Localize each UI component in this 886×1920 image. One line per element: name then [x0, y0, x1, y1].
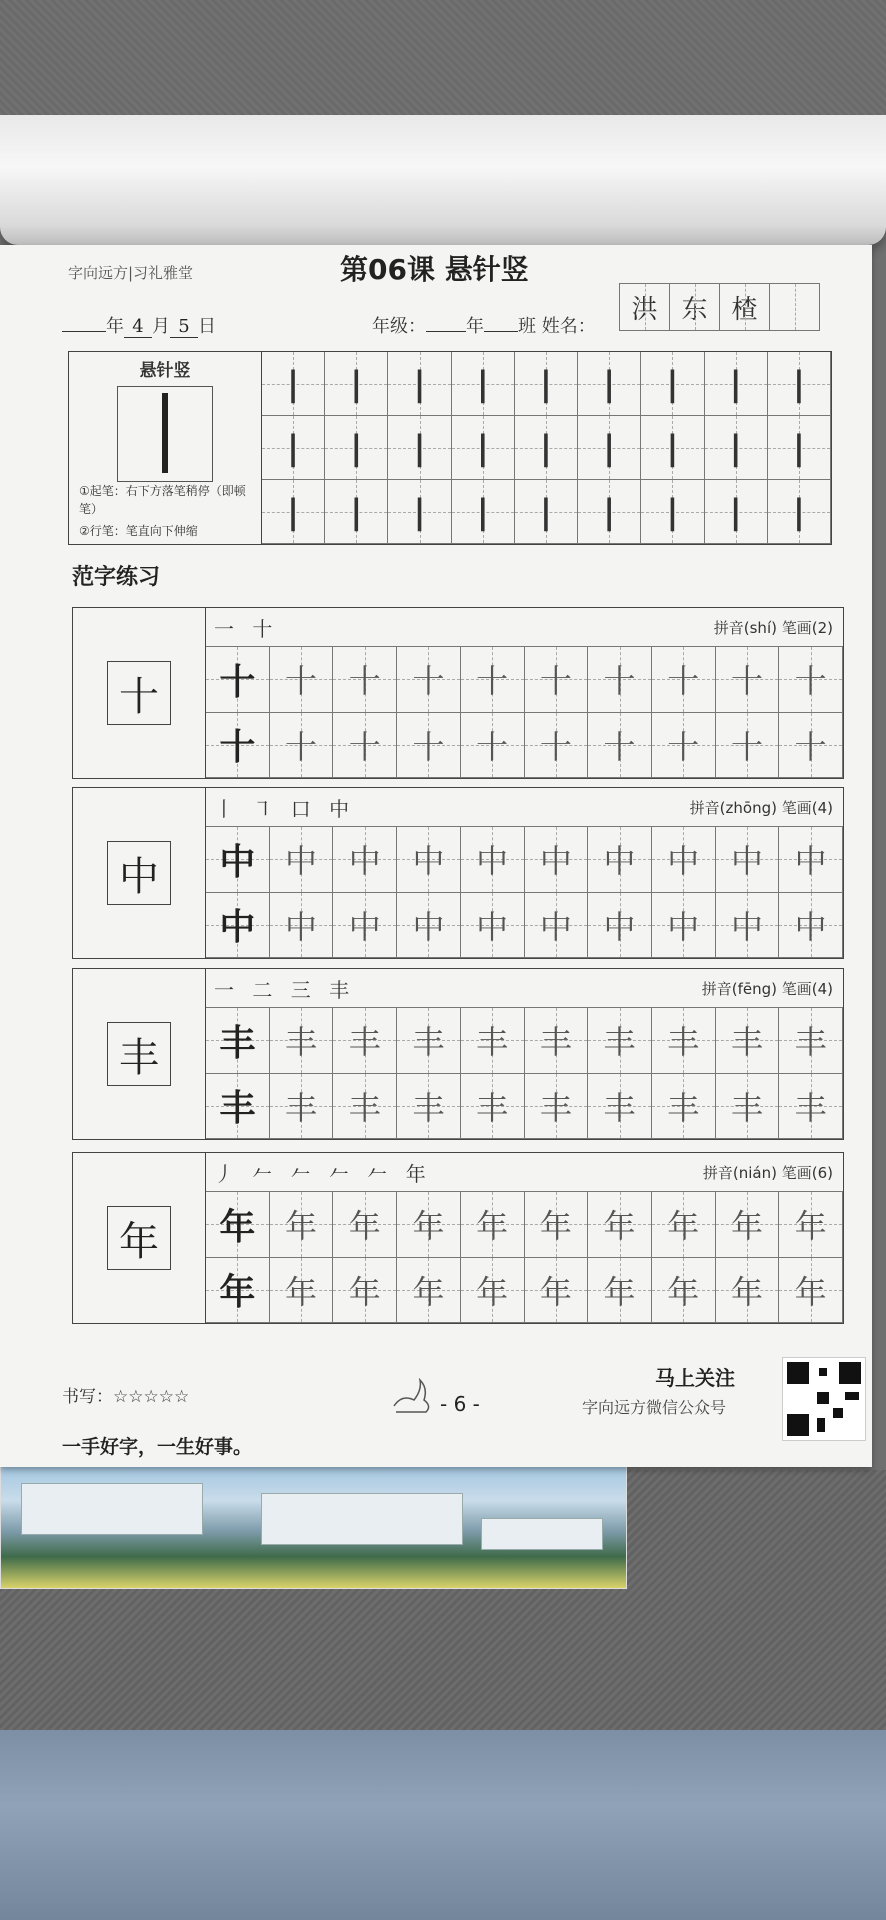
pinyin: 拼音(zhōng)	[689, 798, 777, 817]
blue-cloth	[0, 1730, 886, 1920]
practice-cell: 中	[779, 893, 843, 959]
practice-cell: 年	[716, 1192, 780, 1258]
practice-cell: 中	[652, 893, 716, 959]
practice-cell: 十	[206, 647, 270, 713]
practice-cell: 十	[588, 713, 652, 779]
section-label: 范字练习	[72, 565, 161, 590]
practice-cell: 年	[270, 1258, 334, 1324]
practice-cell: 丰	[716, 1074, 780, 1140]
stroke-cell: |	[452, 416, 515, 480]
stroke-cell: |	[578, 480, 641, 544]
date-year	[62, 331, 106, 332]
stroke-cell: |	[578, 416, 641, 480]
stroke-cell: |	[262, 416, 325, 480]
practice-cell: 丰	[779, 1074, 843, 1140]
practice-cell: 丰	[588, 1008, 652, 1074]
practice-cell: 中	[525, 893, 589, 959]
pinyin: 拼音(fēng)	[701, 979, 777, 998]
stroke-count: 笔画(4)	[781, 979, 833, 998]
practice-cell: 丰	[652, 1008, 716, 1074]
practice-cell: 中	[588, 893, 652, 959]
model-char: 丰	[73, 969, 206, 1139]
practice-cell: 年	[779, 1258, 843, 1324]
practice-cell: 年	[206, 1192, 270, 1258]
stroke-order: 一 二 三 丰	[214, 977, 356, 1002]
practice-cell: 中	[461, 893, 525, 959]
stroke-cell: |	[388, 352, 451, 416]
date-line: 年 4 月 5 日	[62, 312, 216, 338]
practice-cell: 中	[270, 827, 334, 893]
felt-background-top	[0, 0, 886, 120]
char-practice-block	[72, 968, 844, 1140]
name-cell[interactable]: 楂	[719, 283, 770, 331]
practice-cell: 年	[270, 1192, 334, 1258]
practice-cell: 丰	[525, 1008, 589, 1074]
practice-cell: 十	[397, 713, 461, 779]
practice-cell: 十	[270, 647, 334, 713]
practice-cell: 年	[716, 1258, 780, 1324]
wechat-label: 字向远方微信公众号	[582, 1398, 727, 1417]
stroke-tip-2: ②行笔：笔直向下伸缩	[79, 524, 198, 538]
stroke-practice	[68, 351, 832, 545]
practice-cell: 年	[588, 1192, 652, 1258]
practice-cell: 中	[397, 827, 461, 893]
pinyin: 拼音(shí)	[713, 618, 777, 637]
practice-cell: 年	[652, 1192, 716, 1258]
practice-cell: 年	[397, 1192, 461, 1258]
qr-code[interactable]	[782, 1357, 866, 1441]
practice-cell: 十	[397, 647, 461, 713]
practice-cell: 十	[525, 713, 589, 779]
stroke-order: 一 十	[214, 616, 279, 641]
practice-cell: 丰	[525, 1074, 589, 1140]
practice-cell: 中	[525, 827, 589, 893]
char-practice-block	[72, 607, 844, 779]
practice-cell: 丰	[397, 1074, 461, 1140]
practice-cell: 中	[461, 827, 525, 893]
stroke-cell: |	[768, 480, 831, 544]
practice-cell: 丰	[206, 1008, 270, 1074]
practice-cell: 十	[333, 647, 397, 713]
practice-cell: 十	[652, 647, 716, 713]
practice-cell: 年	[525, 1258, 589, 1324]
stroke-order: 丿 𠂉 𠂉 𠂉 𠂉 年	[214, 1161, 432, 1186]
stroke-cell: |	[388, 416, 451, 480]
stroke-name: 悬针竖	[139, 361, 191, 381]
practice-cell: 丰	[652, 1074, 716, 1140]
practice-cell: 丰	[270, 1074, 334, 1140]
date-month: 4	[124, 316, 152, 338]
practice-cell: 十	[525, 647, 589, 713]
practice-cell: 中	[333, 827, 397, 893]
practice-cell: 十	[588, 647, 652, 713]
curled-page-top	[0, 115, 886, 245]
stroke-tip-1: ①起笔：右下方落笔稍停（即顿笔）	[79, 484, 246, 516]
practice-cell: 年	[652, 1258, 716, 1324]
stroke-cell: |	[325, 480, 388, 544]
stroke-cell: |	[452, 480, 515, 544]
model-char: 中	[73, 788, 206, 958]
practice-cell: 丰	[333, 1074, 397, 1140]
stroke-cell: |	[641, 480, 704, 544]
brand-logo: 字向远方|习礼雅堂	[68, 264, 194, 282]
char-practice-block	[72, 787, 844, 959]
practice-cell: 年	[525, 1192, 589, 1258]
stroke-count: 笔画(2)	[781, 618, 833, 637]
practice-cell: 丰	[397, 1008, 461, 1074]
practice-cell: 中	[779, 827, 843, 893]
name-boxes	[620, 283, 820, 331]
practice-cell: 中	[397, 893, 461, 959]
stroke-cell: |	[262, 352, 325, 416]
stroke-cell: |	[641, 416, 704, 480]
stroke-count: 笔画(6)	[781, 1163, 833, 1182]
stroke-cell: |	[705, 352, 768, 416]
char-practice-block	[72, 1152, 844, 1324]
stroke-cell: |	[768, 416, 831, 480]
stroke-cell: |	[262, 480, 325, 544]
practice-cell: 中	[652, 827, 716, 893]
practice-cell: 中	[333, 893, 397, 959]
practice-cell: 十	[652, 713, 716, 779]
practice-cell: 丰	[333, 1008, 397, 1074]
stroke-cell: |	[325, 416, 388, 480]
practice-cell: 年	[333, 1192, 397, 1258]
practice-cell: 年	[461, 1192, 525, 1258]
practice-cell: 十	[779, 647, 843, 713]
practice-cell: 十	[270, 713, 334, 779]
stroke-cell: |	[388, 480, 451, 544]
rabbit-mascot-icon	[388, 1376, 434, 1416]
practice-cell: 年	[779, 1192, 843, 1258]
rating: 书写：☆☆☆☆☆	[62, 1387, 190, 1407]
practice-cell: 年	[333, 1258, 397, 1324]
building-photo	[0, 1462, 627, 1589]
stroke-cell: |	[768, 352, 831, 416]
name-cell[interactable]: 东	[669, 283, 720, 331]
practice-cell: 丰	[461, 1008, 525, 1074]
practice-cell: 丰	[588, 1074, 652, 1140]
practice-cell: 中	[716, 827, 780, 893]
stroke-grid	[262, 352, 831, 544]
model-char: 十	[73, 608, 206, 778]
practice-cell: 丰	[206, 1074, 270, 1140]
pinyin: 拼音(nián)	[702, 1163, 777, 1182]
stroke-cell: |	[515, 416, 578, 480]
class-line: 年级： 年 班 姓名：	[372, 316, 596, 337]
practice-cell: 中	[206, 893, 270, 959]
practice-cell: 十	[461, 647, 525, 713]
stroke-cell: |	[578, 352, 641, 416]
practice-cell: 十	[716, 713, 780, 779]
stroke-cell: |	[515, 480, 578, 544]
stroke-cell: |	[705, 480, 768, 544]
practice-cell: 十	[461, 713, 525, 779]
model-char: 年	[73, 1153, 206, 1323]
name-cell[interactable]: 洪	[619, 283, 670, 331]
stroke-info	[69, 352, 262, 544]
practice-cell: 十	[333, 713, 397, 779]
practice-cell: 中	[270, 893, 334, 959]
date-day: 5	[170, 316, 198, 338]
practice-cell: 年	[397, 1258, 461, 1324]
practice-cell: 年	[206, 1258, 270, 1324]
stroke-cell: |	[452, 352, 515, 416]
practice-cell: 丰	[461, 1074, 525, 1140]
stroke-cell: |	[515, 352, 578, 416]
practice-cell: 丰	[779, 1008, 843, 1074]
practice-cell: 十	[716, 647, 780, 713]
practice-cell: 中	[716, 893, 780, 959]
practice-cell: 丰	[270, 1008, 334, 1074]
practice-cell: 十	[206, 713, 270, 779]
stroke-diagram	[117, 386, 213, 482]
practice-cell: 中	[206, 827, 270, 893]
lesson-title: 第06课 悬针竖	[340, 253, 529, 286]
stroke-cell: |	[705, 416, 768, 480]
stroke-order: 丨 ㇕ 口 中	[214, 796, 356, 821]
motto: 一手好字，一生好事。	[62, 1436, 253, 1458]
stroke-cell: |	[641, 352, 704, 416]
name-cell[interactable]	[769, 283, 820, 331]
practice-cell: 年	[461, 1258, 525, 1324]
practice-cell: 十	[779, 713, 843, 779]
page-number: - 6 -	[440, 1392, 480, 1416]
practice-cell: 年	[588, 1258, 652, 1324]
practice-cell: 丰	[716, 1008, 780, 1074]
stroke-count: 笔画(4)	[781, 798, 833, 817]
follow-label: 马上关注	[655, 1366, 735, 1390]
stroke-cell: |	[325, 352, 388, 416]
practice-cell: 中	[588, 827, 652, 893]
